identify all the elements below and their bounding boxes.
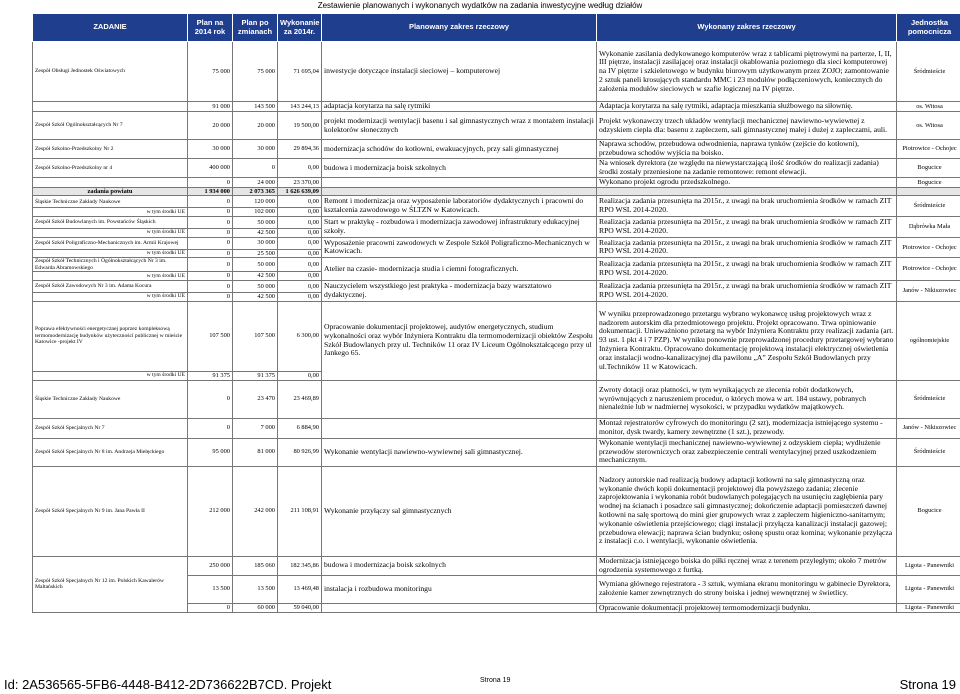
row-unit: os. Witosa — [897, 112, 960, 140]
table-row — [33, 196, 960, 208]
row-unit: Piotrowice - Ochojec — [897, 258, 960, 281]
row-plan: 13 500 — [188, 575, 233, 603]
row-wykonany: Na wniosek dyrektora (ze względu na niewystarczającą ilość środków do realizacji zadania) środki zostały przeniesione na zadanie remontowe: remont elewacji. — [597, 159, 897, 178]
row-planowany — [322, 380, 597, 418]
row-wykonany: Naprawa schodów, przebudowa odwodnienia, naprawa tynków (zejście do kotłowni), przebudowa schodów wyjścia na boisko. — [597, 140, 897, 159]
row-wykonany: Realizacja zadania przesunięta na 2015r., z uwagi na brak uruchomienia środków w ramach ZIT RPO WSL 2014-2020. — [597, 258, 897, 281]
row-unit: Piotrowice - Ochojec — [897, 237, 960, 258]
row-plan-po: 107 500 — [233, 301, 278, 371]
row-plan-po: 42 500 — [233, 228, 278, 237]
row-plan: 400 000 — [188, 159, 233, 178]
row-unit: Dąbrówka Mała — [897, 216, 960, 237]
row-plan: 0 — [188, 228, 233, 237]
table-row — [33, 102, 960, 112]
table-row — [33, 438, 960, 466]
row-plan: 0 — [188, 280, 233, 292]
table-row — [33, 301, 960, 371]
row-wykonany — [597, 187, 897, 196]
row-planowany: Remont i modernizacja oraz wyposażenie laboratoriów dydaktycznych i pracowni do kształcenia zawodowego w ŚLTZN w Katowicach. — [322, 196, 597, 217]
row-planowany: Wykonanie przyłączy sal gimnastycznych — [322, 466, 597, 556]
row-plan: 95 000 — [188, 438, 233, 466]
row-name: Poprawa efektywności energetycznej poprzez kompleksową termomodernizację budynków użyteczności publicznej w mieście Katowice -projekt IV — [33, 301, 188, 371]
row-wyk: 19 500,00 — [278, 112, 322, 140]
row-name: w tym środki UE — [33, 249, 188, 258]
table-row — [33, 216, 960, 228]
row-planowany — [322, 418, 597, 438]
row-unit: Ligota - Panewniki — [897, 556, 960, 575]
row-wykonany: Wykonanie wentylacji mechanicznej nawiewno-wywiewnej z odzyskiem ciepła; wydłużenie przewodów sterowniczych oraz zabezpieczenie centrali wentylacyjnej przed uszkodzeniem mechanicznym. — [597, 438, 897, 466]
table-row — [33, 466, 960, 556]
row-plan-po: 120 000 — [233, 196, 278, 208]
page-header — [0, 0, 960, 14]
row-wyk: 23 370,00 — [278, 178, 322, 188]
row-plan: 1 934 000 — [188, 187, 233, 196]
row-planowany: Wyposażenie pracowni zawodowych w Zespole Szkół Poligraficzno-Mechanicznych w Katowicach. — [322, 237, 597, 258]
row-plan: 0 — [188, 196, 233, 208]
row-unit: Śródmieście — [897, 438, 960, 466]
row-plan-po: 23 470 — [233, 380, 278, 418]
row-unit: Śródmieście — [897, 380, 960, 418]
row-plan-po: 91 375 — [233, 371, 278, 380]
row-plan-po: 42 500 — [233, 272, 278, 281]
row-plan-po: 20 000 — [233, 112, 278, 140]
row-plan: 0 — [188, 216, 233, 228]
row-unit: Janów - Nikiszowiec — [897, 280, 960, 301]
row-wyk: 80 926,99 — [278, 438, 322, 466]
row-wyk: 6 300,00 — [278, 301, 322, 371]
row-unit: os. Witosa — [897, 102, 960, 112]
col-header-wykonanie: Wykonanie za 2014r. — [278, 14, 322, 42]
row-planowany — [322, 187, 597, 196]
row-planowany: budowa i modernizacja boisk szkolnych — [322, 159, 597, 178]
table-row — [33, 418, 960, 438]
row-plan-po: 24 000 — [233, 178, 278, 188]
investment-table — [32, 13, 960, 613]
row-wyk: 0,00 — [278, 228, 322, 237]
col-header-plan: Plan na 2014 rok — [188, 14, 233, 42]
row-wyk: 143 244,13 — [278, 102, 322, 112]
row-unit: ogólnomiejskie — [897, 301, 960, 380]
row-plan-po: 25 500 — [233, 249, 278, 258]
row-plan: 212 000 — [188, 466, 233, 556]
row-name: Zespół Szkół Ogólnokształcących Nr 7 — [33, 112, 188, 140]
row-wyk: 13 469,48 — [278, 575, 322, 603]
row-name: w tym środki UE — [33, 228, 188, 237]
row-name: Zespół Obsługi Jednostek Oświatowych — [33, 42, 188, 102]
row-wykonany: Realizacja zadania przesunięta na 2015r., z uwagi na brak uruchomienia środków w ramach ZIT RPO WSL 2014-2020. — [597, 196, 897, 217]
row-wykonany: Montaż rejestratorów cyfrowych do monitoringu (2 szt), modernizacja istniejącego systemu - monitor, dysk twardy, kamery zewnętrzne (1 szt.), przewody. — [597, 418, 897, 438]
row-plan-po: 75 000 — [233, 42, 278, 102]
row-plan-po: 50 000 — [233, 216, 278, 228]
row-wykonany: W wyniku przeprowadzonego przetargu wybrano wykonawcę usług projektowych wraz z nadzorem autorskim dla przedmiotowego projektu. Projekt opracowano. Trwa opiniowanie dokumentacji. Unieważniono przetarg na wybór Inżyniera Kontraktu przy realizacji zadania (art. 93 ust. 1 pkt 4 i 7 PZP). W wyniku ponownie przeprowadzonej procedury przetargowej wybrano Inżyniera Kontraktu. Opracowano dokumentację projektową instalacji elektrycznej oświetlenia oraz instalacji wodno-kanalizacyjnej dla pawilonu „A” Zespołu Szkół Budowlanych przy ul.Techników 11 w Katowicach. — [597, 301, 897, 380]
col-header-planowany: Planowany zakres rzeczowy — [322, 14, 597, 42]
row-wyk: 0,00 — [278, 159, 322, 178]
page-number-small: Strona 19 — [480, 677, 511, 684]
table-row — [33, 237, 960, 249]
row-plan: 0 — [188, 258, 233, 272]
row-name: Zespół Szkół Specjalnych Nr 7 — [33, 418, 188, 438]
row-wyk: 1 626 639,09 — [278, 187, 322, 196]
row-plan: 91 000 — [188, 102, 233, 112]
row-unit: Ligota - Panewniki — [897, 575, 960, 603]
document-id: Id: 2A536565-5FB6-4448-B412-2D736622B7CD. Projekt — [4, 677, 332, 692]
table-row — [33, 380, 960, 418]
row-plan-po: 81 000 — [233, 438, 278, 466]
row-unit: Bogucice — [897, 159, 960, 178]
row-wyk: 0,00 — [278, 258, 322, 272]
row-plan: 30 000 — [188, 140, 233, 159]
row-wyk: 0,00 — [278, 237, 322, 249]
row-wyk: 71 695,04 — [278, 42, 322, 102]
row-wyk: 0,00 — [278, 196, 322, 208]
col-header-zadanie: ZADANIE — [33, 14, 188, 42]
row-plan: 250 000 — [188, 556, 233, 575]
row-plan-po: 102 000 — [233, 208, 278, 217]
row-unit: Śródmieście — [897, 42, 960, 102]
row-plan: 0 — [188, 237, 233, 249]
row-plan-po: 242 000 — [233, 466, 278, 556]
row-wykonany: Opracowanie dokumentacji projektowej termomodernizacji budynku. — [597, 603, 897, 613]
row-name: Zespół Szkół Specjalnych Nr 12 im. Polskich Kawalerów Maltańskich — [33, 556, 188, 613]
row-name: Śląskie Techniczne Zakłady Naukowe — [33, 380, 188, 418]
row-wyk: 0,00 — [278, 272, 322, 281]
row-planowany: Wykonanie wentylacji nawiewno-wywiewnej sali gimnastycznej. — [322, 438, 597, 466]
row-plan: 107 500 — [188, 301, 233, 371]
row-planowany: inwestycje dotyczące instalacji sieciowej – komputerowej — [322, 42, 597, 102]
row-wykonany: Wykonano projekt ogrodu przedszkolnego. — [597, 178, 897, 188]
row-wykonany: Wykonanie zasilania dedykowanego komputerów wraz z tablicami piętrowymi na parterze, I, II, III piętrze, instalacji zasilającej oraz instalacji okablowania poziomego dla sieci komputerowej na IV piętrze i szkieletowego w budynku biurowym użytkowanym przez ZOJO; zamontowanie 2 sztuk paneli krosujących standardu MMC i 23 modułów podłączeniowych, koniecznych do założenia modułów sieciowych w szafie logicznej na IV piętrze. — [597, 42, 897, 102]
row-planowany: projekt modernizacji wentylacji basenu i sal gimnastycznych wraz z montażem instalacji kolektorów słonecznych — [322, 112, 597, 140]
row-wyk: 0,00 — [278, 216, 322, 228]
row-name: Zespół Szkół Specjalnych Nr 8 im. Andrzeja Mielęckiego — [33, 438, 188, 466]
row-plan: 0 — [188, 603, 233, 613]
row-wyk: 182 345,86 — [278, 556, 322, 575]
row-wyk: 0,00 — [278, 292, 322, 301]
row-planowany: adaptacja korytarza na salę rytmiki — [322, 102, 597, 112]
row-plan: 0 — [188, 418, 233, 438]
row-unit: Bogucice — [897, 178, 960, 188]
row-plan: 91 375 — [188, 371, 233, 380]
table-row — [33, 159, 960, 178]
row-wyk: 0,00 — [278, 371, 322, 380]
row-wyk: 23 469,89 — [278, 380, 322, 418]
row-wykonany: Zwroty dotacji oraz płatności, w tym wynikających ze zlecenia robót dodatkowych, wyrównujących z naruszeniem procedur, o których mowa w art. 184 ustawy, pobranych nienależnie lub w nadmiernej wysokości, w przypadku wydatków majątkowych. — [597, 380, 897, 418]
row-name: w tym środki UE — [33, 371, 188, 380]
page-header-text: Zestawienie planowanych i wykonanych wydatków na zadania inwestycyjne według działów — [317, 1, 643, 10]
row-name: w tym środki UE — [33, 208, 188, 217]
row-wyk: 211 108,91 — [278, 466, 322, 556]
row-name — [33, 178, 188, 188]
row-name: Zespół Szkół Budowlanych im. Powstańców Śląskich — [33, 216, 188, 228]
row-plan: 0 — [188, 208, 233, 217]
row-plan-po: 30 000 — [233, 237, 278, 249]
row-planowany: modernizacja schodów do kotłowni, ewakuacyjnych, przy sali gimnastycznej — [322, 140, 597, 159]
row-unit: Piotrowice - Ochojec — [897, 140, 960, 159]
row-plan-po: 50 000 — [233, 258, 278, 272]
row-planowany: Opracowanie dokumentacji projektowej, audytów energetycznych, studium wykonalności oraz wybór Inżyniera Kontraktu dla termomodernizacji obiektów Zespołu Szkół Budowlanych przy ul. Techników 11 oraz IV Liceum Ogólnokształcącego przy ul Jankego 65. — [322, 301, 597, 380]
row-unit — [897, 187, 960, 196]
row-planowany — [322, 603, 597, 613]
table-row — [33, 112, 960, 140]
row-plan-po: 0 — [233, 159, 278, 178]
table-header-row — [33, 14, 960, 42]
row-wyk: 0,00 — [278, 249, 322, 258]
row-unit: Bogucice — [897, 466, 960, 556]
row-wyk: 0,00 — [278, 208, 322, 217]
row-plan: 0 — [188, 249, 233, 258]
row-wykonany: Modernizacja istniejącego boiska do piłki ręcznej wraz z terenem przyległym; około 7 metrów ogrodzenia systemowego z furtką. — [597, 556, 897, 575]
row-name: Zespół Szkół Specjalnych Nr 9 im. Jana Pawła II — [33, 466, 188, 556]
row-plan-po: 42 500 — [233, 292, 278, 301]
row-plan: 20 000 — [188, 112, 233, 140]
table-row — [33, 556, 960, 575]
row-plan: 0 — [188, 178, 233, 188]
page-footer — [0, 676, 960, 694]
row-wyk: 0,00 — [278, 280, 322, 292]
row-unit: Janów - Nikiszowiec — [897, 418, 960, 438]
row-name: w tym środki UE — [33, 272, 188, 281]
table-row — [33, 280, 960, 292]
row-planowany: budowa i modernizacja boisk szkolnych — [322, 556, 597, 575]
subtotal-row — [33, 187, 960, 196]
row-plan: 75 000 — [188, 42, 233, 102]
row-name: Zespół Szkół Technicznych i Ogólnokształcących Nr 3 im. Edwarda Abramowskiego — [33, 258, 188, 272]
row-planowany: instalacja i rozbudowa monitoringu — [322, 575, 597, 603]
row-plan-po: 7 000 — [233, 418, 278, 438]
row-plan-po: 13 500 — [233, 575, 278, 603]
row-name: Zespół Szkolno-Przedszkolny Nr 2 — [33, 140, 188, 159]
table-row — [33, 258, 960, 272]
row-plan-po: 60 000 — [233, 603, 278, 613]
page-number: Strona 19 — [899, 677, 956, 692]
row-name: Zespół Szkół Zawodowych Nr 3 im. Adama Kocura — [33, 280, 188, 292]
row-name: Zespół Szkolno-Przedszkolny nr 4 — [33, 159, 188, 178]
row-wykonany: Realizacja zadania przesunięta na 2015r., z uwagi na brak uruchomienia środków w ramach ZIT RPO WSL 2014-2020. — [597, 237, 897, 258]
table-row — [33, 178, 960, 188]
row-name: w tym środki UE — [33, 292, 188, 301]
row-plan-po: 30 000 — [233, 140, 278, 159]
row-plan-po: 185 060 — [233, 556, 278, 575]
row-name — [33, 102, 188, 112]
row-planowany: Atelier na czasie- modernizacja studia i ciemni fotograficznych. — [322, 258, 597, 281]
col-header-jednostka: Jednostka pomocnicza — [897, 14, 960, 42]
row-wyk: 59 040,00 — [278, 603, 322, 613]
row-plan-po: 143 500 — [233, 102, 278, 112]
row-plan-po: 2 073 365 — [233, 187, 278, 196]
table-row — [33, 42, 960, 102]
col-header-wykonany: Wykonany zakres rzeczowy — [597, 14, 897, 42]
row-unit: Ligota - Panewniki — [897, 603, 960, 613]
row-wykonany: Nadzory autorskie nad realizacją budowy adaptacji kotłowni na salę gimnastyczną oraz wykonanie dwóch kopii dokumentacji projektowej dla powyższego zadania; zlecenie zaprojektowania i wykonania robót budowlanych polegających na usunięciu zagłębienia pary wodnej na ścianach i posadzce sali gimnastycznej; dokończenie adaptacji pomieszczeń dawnej kotłowni na salę sportową do mini gier grupowych wraz z zapleczem higieniczno-sanitarnym; wykonanie oświetlenia przejściowego; ciągi instalacji przyłącza kanalizacji instalacji gazowej; przebudowa elewacji; naprawa ścian budynku; osłonę spustu oraz komina; wykonanie przyłącza z instalacji c.o. i wentylacji, wykonanie oświetlenia. — [597, 466, 897, 556]
row-name: zadania powiatu — [33, 187, 188, 196]
row-name: Zespół Szkół Poligraficzno-Mechanicznych im. Armii Krajowej — [33, 237, 188, 249]
row-planowany — [322, 178, 597, 188]
row-wyk: 6 884,90 — [278, 418, 322, 438]
row-wykonany: Wymiana głównego rejestratora - 3 sztuk, wymiana ekranu monitoringu w gabinecie Dyrektora, założenie kamer zewnętrznych do strony boiska i jednej wewnętrznej w świetlicy. — [597, 575, 897, 603]
row-plan: 0 — [188, 272, 233, 281]
row-plan-po: 50 000 — [233, 280, 278, 292]
row-wykonany: Projekt wykonawczy trzech układów wentylacji mechanicznej nawiewno-wywiewnej z odzyskiem ciepła dla: basenu z zapleczem, sali gimnastycznej małej i dużej z zapleczami, auli. — [597, 112, 897, 140]
row-unit: Śródmieście — [897, 196, 960, 217]
row-name: Śląskie Techniczne Zakłady Naukowe — [33, 196, 188, 208]
row-wykonany: Realizacja zadania przesunięta na 2015r., z uwagi na brak uruchomienia środków w ramach ZIT RPO WSL 2014-2020. — [597, 216, 897, 237]
row-plan: 0 — [188, 380, 233, 418]
row-wyk: 29 894,36 — [278, 140, 322, 159]
table-row — [33, 140, 960, 159]
row-planowany: Start w praktykę - rozbudowa i modernizacja zawodowej infrastruktury edukacyjnej szkoły. — [322, 216, 597, 237]
row-wykonany: Adaptacja korytarza na salę rytmiki, adaptacja mieszkania służbowego na siłownię. — [597, 102, 897, 112]
row-wykonany: Realizacja zadania przesunięta na 2015r., z uwagi na brak uruchomienia środków w ramach ZIT RPO WSL 2014-2020. — [597, 280, 897, 301]
row-planowany: Nauczycielem wszystkiego jest praktyka - modernizacja bazy warsztatowo dydaktycznej. — [322, 280, 597, 301]
row-plan: 0 — [188, 292, 233, 301]
col-header-plan-po-zmianach: Plan po zmianach — [233, 14, 278, 42]
